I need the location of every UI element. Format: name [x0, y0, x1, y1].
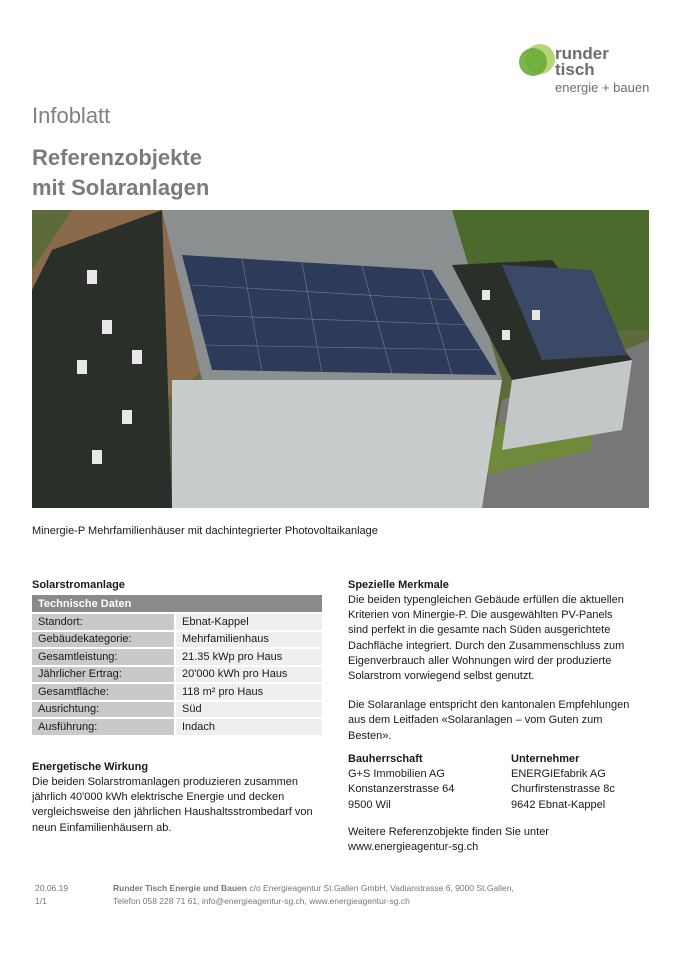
features-heading: Spezielle Merkmale: [348, 579, 449, 591]
table-row: [32, 718, 322, 735]
text-line: Dachfläche integriert. Durch den Zusammenschluss zum: [348, 639, 625, 652]
text-line: Die beiden Solarstromanlagen produzieren zusammen: [32, 776, 298, 788]
text-line: Kriterien von Minergie-P. Die ausgewählten PV-Panels: [348, 609, 613, 622]
technical-data-table: [32, 595, 322, 735]
text-line: vergleichsweise den jährlichen Haushaltsstrombedarf von: [32, 806, 313, 819]
footer-date: 20.06.19: [35, 883, 69, 893]
row-value: 21.35 kWp pro Haus: [175, 648, 322, 666]
row-value: 20'000 kWh pro Haus: [175, 666, 322, 684]
building-photo: [32, 210, 649, 508]
footer-page: 1/1: [35, 896, 47, 906]
page-title-line1: Referenzobjekte: [32, 145, 202, 170]
more-references: [348, 825, 549, 855]
footer-meta: [35, 882, 68, 908]
text-line: Die beiden typengleichen Gebäude erfüllen die aktuellen: [348, 594, 624, 606]
text-line: jährlich 40'000 kWh elektrische Energie und decken: [32, 791, 285, 804]
owner-name: G+S Immobilien AG: [348, 768, 445, 781]
table-row: [32, 666, 322, 684]
logo-tagline: energie + bauen: [555, 80, 650, 95]
more-text: Weitere Referenzobjekte finden Sie unter: [348, 826, 549, 838]
table-row: [32, 631, 322, 649]
text-line: Solarstrom vorwiegend selbst genutzt.: [348, 670, 535, 683]
photo-caption: Minergie-P Mehrfamilienhäuser mit dachintegrierter Photovoltaikanlage: [32, 525, 378, 537]
contractor-name: ENERGIEfabrik AG: [511, 768, 606, 781]
logo-text-runder: runder: [555, 44, 609, 63]
contractor-section: [511, 752, 615, 813]
row-value: Süd: [175, 701, 322, 719]
row-label: Jährlicher Ertrag:: [32, 666, 175, 684]
owner-heading: Bauherrschaft: [348, 753, 423, 765]
footer-address-line1: c/o Energieagentur St.Gallen GmbH, Vadianstrasse 6, 9000 St.Gallen,: [246, 883, 514, 893]
solar-heading: Solarstromanlage: [32, 579, 125, 591]
table-row: [32, 648, 322, 666]
row-label: Ausrichtung:: [32, 701, 175, 719]
text-line: sind perfekt in die gesamte nach Süden ausgerichtete: [348, 624, 611, 637]
logo-circles-icon: [518, 42, 558, 82]
logo-text-tisch: tisch: [555, 60, 595, 79]
row-value: Mehrfamilienhaus: [175, 631, 322, 649]
table-row: [32, 683, 322, 701]
row-value: 118 m² pro Haus: [175, 683, 322, 701]
table-row: [32, 613, 322, 631]
row-label: Ausführung:: [32, 718, 175, 735]
owner-section: [348, 752, 454, 813]
footer-address: [113, 882, 514, 908]
text-line: neun Einfamilienhäusern ab.: [32, 821, 172, 834]
footer-contact: Telefon 058 228 71 61, info@energieagentur-sg.ch, www.energieagentur-sg.ch: [113, 896, 410, 906]
features-section: [348, 578, 658, 744]
row-label: Gesamtleistung:: [32, 648, 175, 666]
text-line: Die Solaranlage entspricht den kantonalen Empfehlungen: [348, 699, 630, 712]
website-link[interactable]: www.energieagentur-sg.ch: [348, 841, 479, 854]
row-value: Indach: [175, 718, 322, 735]
row-label: Gesamtfläche:: [32, 683, 175, 701]
text-line: aus dem Leitfaden «Solaranlagen – vom Guten zum: [348, 714, 603, 727]
energy-section: [32, 760, 332, 836]
logo: [518, 42, 650, 95]
row-label: Standort:: [32, 613, 175, 631]
row-value: Ebnat-Kappel: [175, 613, 322, 631]
text-line: Eigenverbrauch aller Wohnungen wird der produzierte: [348, 654, 612, 667]
contractor-heading: Unternehmer: [511, 753, 580, 765]
text-line: Besten».: [348, 729, 392, 742]
energy-heading: Energetische Wirkung: [32, 761, 149, 773]
owner-city: 9500 Wil: [348, 798, 391, 811]
owner-street: Konstanzerstrasse 64: [348, 783, 455, 796]
document-type: Infoblatt: [32, 103, 111, 128]
footer-org: Runder Tisch Energie und Bauen: [113, 883, 247, 893]
page-title-line2: mit Solaranlagen: [32, 175, 210, 200]
table-row: [32, 701, 322, 719]
table-header: Technische Daten: [32, 595, 322, 613]
contractor-street: Churfirstenstrasse 8c: [511, 783, 615, 796]
row-label: Gebäudekategorie:: [32, 631, 175, 649]
contractor-city: 9642 Ebnat-Kappel: [511, 798, 606, 811]
